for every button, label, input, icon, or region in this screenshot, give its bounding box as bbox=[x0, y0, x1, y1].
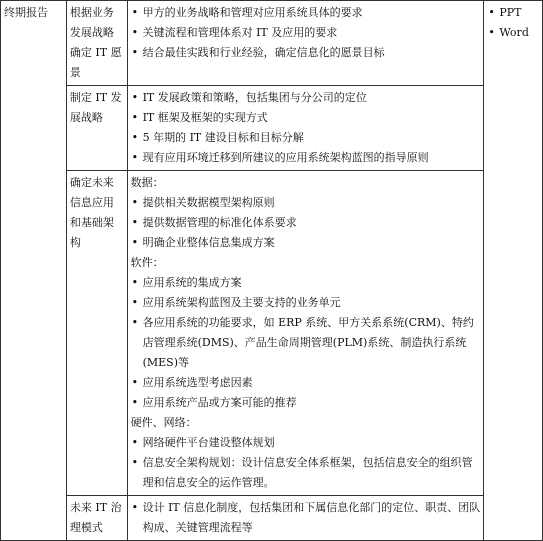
list-item: • 提供相关数据模型架构原则 bbox=[131, 193, 481, 213]
table-row bbox=[1, 171, 543, 496]
content-cell bbox=[127, 171, 484, 496]
task-cell: 制定 IT 发展战略 bbox=[66, 86, 127, 171]
table-row bbox=[1, 1, 543, 86]
bullet-list bbox=[131, 273, 481, 413]
list-item: • 结合最佳实践和行业经验，确定信息化的愿景目标 bbox=[131, 43, 481, 63]
list-item: • 网络硬件平台建设整体规划 bbox=[131, 433, 481, 453]
output-item-ppt: • PPT bbox=[487, 3, 539, 23]
bullet-list bbox=[131, 88, 481, 168]
list-item: • 甲方的业务战略和管理对应用系统具体的要求 bbox=[131, 3, 481, 23]
list-item: • 应用系统架构蓝图及主要支持的业务单元 bbox=[131, 293, 481, 313]
bullet-list bbox=[131, 433, 481, 493]
list-item: • IT 框架及框架的实现方式 bbox=[131, 108, 481, 128]
bullet-list bbox=[131, 3, 481, 63]
list-item: • 提供数据管理的标准化体系要求 bbox=[131, 213, 481, 233]
section-heading-hardware: 硬件、网络： bbox=[130, 416, 197, 429]
list-item: • 设计 IT 信息化制度，包括集团和下属信息化部门的定位、职责、团队构成、关键管理流程等 bbox=[131, 498, 481, 538]
list-item: • 应用系统选型考虑因素 bbox=[131, 373, 481, 393]
task-cell: 确定未来信息应用和基础架构 bbox=[66, 171, 127, 496]
list-item: • 关键流程和管理体系对 IT 及应用的要求 bbox=[131, 23, 481, 43]
content-cell bbox=[127, 496, 484, 541]
list-item: • 明确企业整体信息集成方案 bbox=[131, 233, 481, 253]
bullet-list bbox=[131, 498, 481, 538]
section-heading-software: 软件： bbox=[130, 256, 164, 269]
output-list bbox=[487, 3, 539, 43]
list-item: • 各应用系统的功能要求，如 ERP 系统、甲方关系系统(CRM)、特约店管理系统(DMS)、产品生命周期管理(PLM)系统、制造执行系统(MES)等 bbox=[131, 313, 481, 373]
content-cell bbox=[127, 86, 484, 171]
list-item: • 应用系统的集成方案 bbox=[131, 273, 481, 293]
list-item: • 现有应用环境迁移到所建议的应用系统架构蓝图的指导原则 bbox=[131, 148, 481, 168]
phase-cell: 终期报告 bbox=[1, 1, 67, 541]
content-cell bbox=[127, 1, 484, 86]
output-cell bbox=[484, 1, 543, 541]
output-item-word: • Word bbox=[487, 23, 539, 43]
task-cell: 根据业务发展战略确定 IT 愿景 bbox=[66, 1, 127, 86]
task-cell: 未来 IT 治理模式 bbox=[66, 496, 127, 541]
table-row bbox=[1, 496, 543, 541]
list-item: • IT 发展政策和策略，包括集团与分公司的定位 bbox=[131, 88, 481, 108]
table-row bbox=[1, 86, 543, 171]
list-item: • 5 年期的 IT 建设目标和目标分解 bbox=[131, 128, 481, 148]
bullet-list bbox=[131, 193, 481, 253]
list-item: • 信息安全架构规划：设计信息安全体系框架，包括信息安全的组织管理和信息安全的运作管理。 bbox=[131, 453, 481, 493]
section-heading-data: 数据： bbox=[130, 176, 164, 189]
list-item: • 应用系统产品或方案可能的推荐 bbox=[131, 393, 481, 413]
